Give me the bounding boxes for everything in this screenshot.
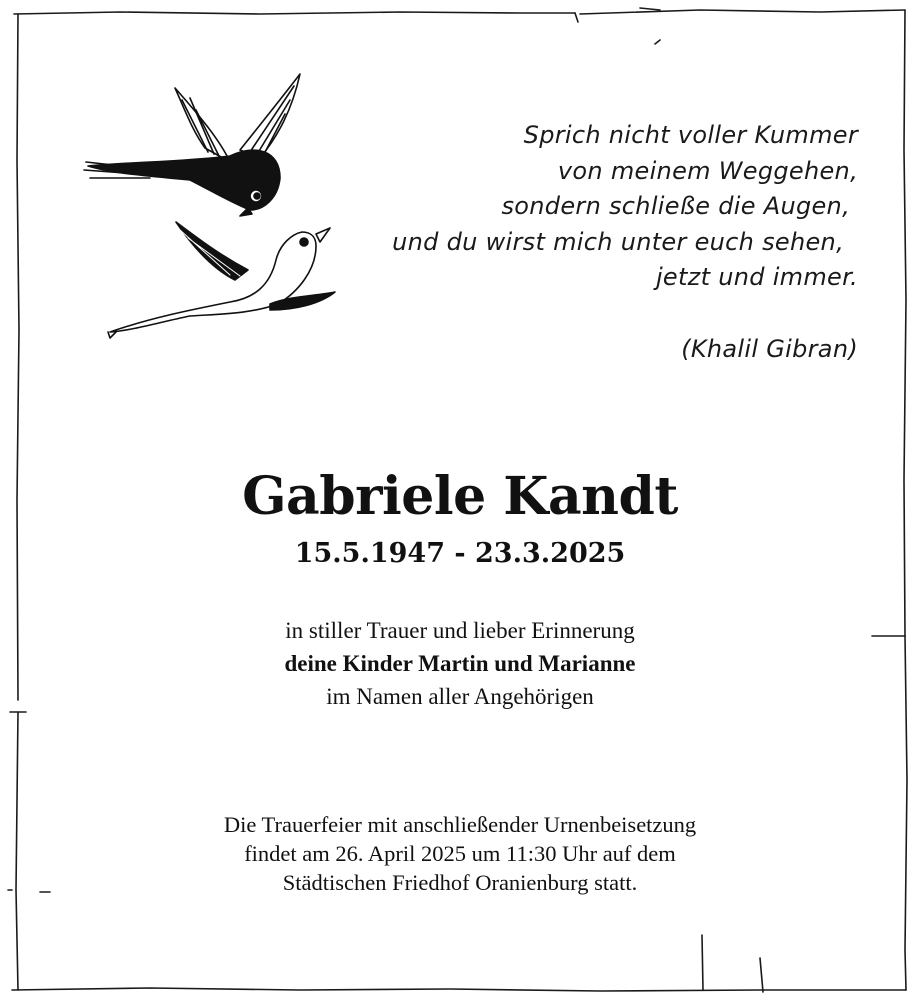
mourner-names: deine Kinder Martin und Marianne — [284, 651, 636, 676]
poem-line: und du wirst mich unter euch sehen, — [392, 227, 844, 256]
poem-line: von meinem Weggehen, — [557, 156, 858, 185]
service-line: Städtischen Friedhof Oranienburg statt. — [282, 870, 638, 895]
poem-author: (Khalil Gibran) — [681, 334, 858, 363]
poem-line: jetzt und immer. — [655, 263, 858, 291]
two-birds-icon — [80, 70, 340, 345]
service-info — [0, 810, 920, 897]
mourners-block — [0, 614, 920, 713]
mourning-outro: im Namen aller Angehörigen — [326, 684, 594, 709]
mourning-intro: in stiller Trauer und lieber Erinnerung — [285, 618, 635, 643]
poem-quote — [338, 118, 858, 367]
poem-line: Sprich nicht voller Kummer — [523, 121, 858, 149]
service-line: Die Trauerfeier mit anschließender Urnenbeisetzung — [223, 812, 697, 837]
life-dates: 15.5.1947 - 23.3.2025 — [294, 538, 626, 569]
deceased-name: Gabriele Kandt — [242, 466, 678, 527]
service-line: findet am 26. April 2025 um 11:30 Uhr auf dem — [244, 841, 676, 866]
poem-line: sondern schließe die Augen, — [501, 192, 850, 220]
